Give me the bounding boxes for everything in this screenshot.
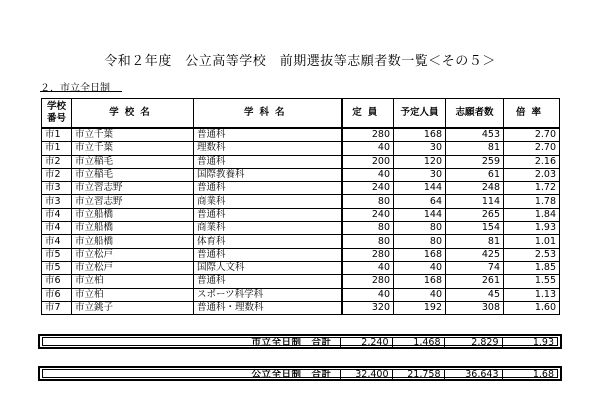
city-total-capacity: 2,240 [340,338,392,347]
cell-applicants: 453 [446,128,504,142]
cell-school-name: 市立船橋 [72,222,194,235]
public-total-box [38,366,562,381]
cell-ratio: 1.85 [504,261,560,274]
cell-ratio: 2.70 [504,128,560,142]
cell-planned: 30 [394,168,446,181]
cell-school-number: 市4 [42,235,72,248]
header-department: 学科名 [194,99,342,129]
cell-school-number: 市5 [42,248,72,261]
table-row [42,248,560,261]
cell-school-number: 市1 [42,128,72,142]
cell-school-number: 市4 [42,208,72,221]
table-row [42,288,560,301]
cell-school-number: 市7 [42,301,72,314]
cell-planned: 120 [394,155,446,168]
cell-school-number: 市4 [42,222,72,235]
cell-ratio: 1.01 [504,235,560,248]
cell-school-number: 市1 [42,142,72,155]
public-total-applicants: 36,643 [444,370,502,379]
cell-school-number: 市6 [42,288,72,301]
cell-ratio: 1.78 [504,195,560,208]
cell-applicants: 308 [446,301,504,314]
header-number-line1: 学校 [46,101,66,112]
cell-capacity: 280 [342,128,394,142]
public-total-row [43,370,557,379]
cell-planned: 144 [394,182,446,195]
table-row [42,275,560,288]
cell-department: 国際人文科 [194,261,342,274]
cell-ratio: 1.13 [504,288,560,301]
table-row [42,208,560,221]
cell-applicants: 81 [446,235,504,248]
header-applicants: 志願者数 [446,99,504,129]
public-total-planned: 21,758 [392,370,444,379]
cell-school-name: 市立千葉 [72,128,194,142]
cell-school-name: 市立松戸 [72,248,194,261]
cell-ratio: 1.60 [504,301,560,314]
cell-applicants: 265 [446,208,504,221]
cell-school-name: 市立習志野 [72,182,194,195]
cell-department: 普通科 [194,182,342,195]
cell-capacity: 280 [342,275,394,288]
city-total-applicants: 2,829 [444,338,502,347]
cell-school-number: 市3 [42,195,72,208]
cell-capacity: 40 [342,142,394,155]
header-ratio: 倍率 [504,99,560,129]
cell-capacity: 40 [342,288,394,301]
city-total-row [43,338,557,347]
cell-school-name: 市立銚子 [72,301,194,314]
cell-planned: 168 [394,248,446,261]
cell-planned: 64 [394,195,446,208]
cell-school-name: 市立柏 [72,275,194,288]
cell-applicants: 261 [446,275,504,288]
cell-capacity: 240 [342,208,394,221]
table-row [42,142,560,155]
cell-applicants: 154 [446,222,504,235]
section-heading: ２．市立全日制 [40,83,110,94]
cell-department: 普通科 [194,155,342,168]
section-underline [40,91,122,92]
cell-ratio: 2.03 [504,168,560,181]
header-school-name: 学校名 [72,99,194,129]
cell-applicants: 114 [446,195,504,208]
public-total-ratio: 1.68 [502,370,557,379]
cell-capacity: 200 [342,155,394,168]
city-total-label: 市立全日制 合計 [251,338,332,347]
city-total-ratio: 1.93 [502,338,557,347]
cell-applicants: 259 [446,155,504,168]
cell-capacity: 240 [342,182,394,195]
cell-school-number: 市2 [42,168,72,181]
cell-department: 普通科 [194,128,342,142]
table-row [42,195,560,208]
cell-ratio: 1.93 [504,222,560,235]
public-total-capacity: 32,400 [340,370,392,379]
cell-school-name: 市立稲毛 [72,168,194,181]
header-capacity: 定員 [342,99,394,129]
cell-applicants: 61 [446,168,504,181]
city-total-planned: 1,468 [392,338,444,347]
cell-applicants: 74 [446,261,504,274]
cell-school-number: 市3 [42,182,72,195]
header-planned: 予定人員 [394,99,446,129]
table-row [42,301,560,314]
cell-school-name: 市立船橋 [72,208,194,221]
cell-planned: 80 [394,222,446,235]
cell-school-name: 市立千葉 [72,142,194,155]
cell-capacity: 80 [342,222,394,235]
cell-department: 商業科 [194,222,342,235]
cell-planned: 30 [394,142,446,155]
public-total-inner [42,369,558,378]
city-total-box [38,334,562,349]
cell-department: 普通科 [194,248,342,261]
cell-planned: 192 [394,301,446,314]
cell-applicants: 425 [446,248,504,261]
cell-school-name: 市立稲毛 [72,155,194,168]
table-row [42,128,560,142]
cell-capacity: 320 [342,301,394,314]
cell-department: 普通科・理数科 [194,301,342,314]
table-row [42,222,560,235]
cell-ratio: 2.70 [504,142,560,155]
cell-planned: 40 [394,288,446,301]
cell-planned: 168 [394,128,446,142]
cell-capacity: 40 [342,261,394,274]
cell-school-number: 市6 [42,275,72,288]
cell-ratio: 1.72 [504,182,560,195]
cell-capacity: 80 [342,195,394,208]
cell-capacity: 280 [342,248,394,261]
cell-applicants: 248 [446,182,504,195]
cell-department: 国際教養科 [194,168,342,181]
cell-department: スポーツ科学科 [194,288,342,301]
cell-school-name: 市立船橋 [72,235,194,248]
table-row [42,168,560,181]
cell-department: 体育科 [194,235,342,248]
cell-planned: 40 [394,261,446,274]
cell-school-name: 市立柏 [72,288,194,301]
cell-ratio: 1.55 [504,275,560,288]
table-row [42,235,560,248]
cell-planned: 144 [394,208,446,221]
city-total-inner [42,337,558,346]
header-school-number [42,99,72,129]
cell-school-name: 市立松戸 [72,261,194,274]
cell-department: 普通科 [194,208,342,221]
cell-applicants: 81 [446,142,504,155]
cell-ratio: 2.53 [504,248,560,261]
cell-capacity: 80 [342,235,394,248]
cell-department: 理数科 [194,142,342,155]
cell-department: 普通科 [194,275,342,288]
table-row [42,261,560,274]
cell-school-name: 市立習志野 [72,195,194,208]
cell-ratio: 1.84 [504,208,560,221]
cell-planned: 80 [394,235,446,248]
page-title: 令和２年度 公立高等学校 前期選抜等志願者数一覧＜その５＞ [104,54,496,69]
table-row [42,182,560,195]
cell-ratio: 2.16 [504,155,560,168]
cell-applicants: 45 [446,288,504,301]
cell-department: 商業科 [194,195,342,208]
header-number-line2: 番号 [46,113,66,124]
cell-school-number: 市2 [42,155,72,168]
public-total-label: 公立全日制 合計 [251,370,332,379]
cell-school-number: 市5 [42,261,72,274]
table-header-row [42,99,560,129]
applicants-table [41,98,560,315]
table-row [42,155,560,168]
cell-planned: 168 [394,275,446,288]
cell-capacity: 40 [342,168,394,181]
